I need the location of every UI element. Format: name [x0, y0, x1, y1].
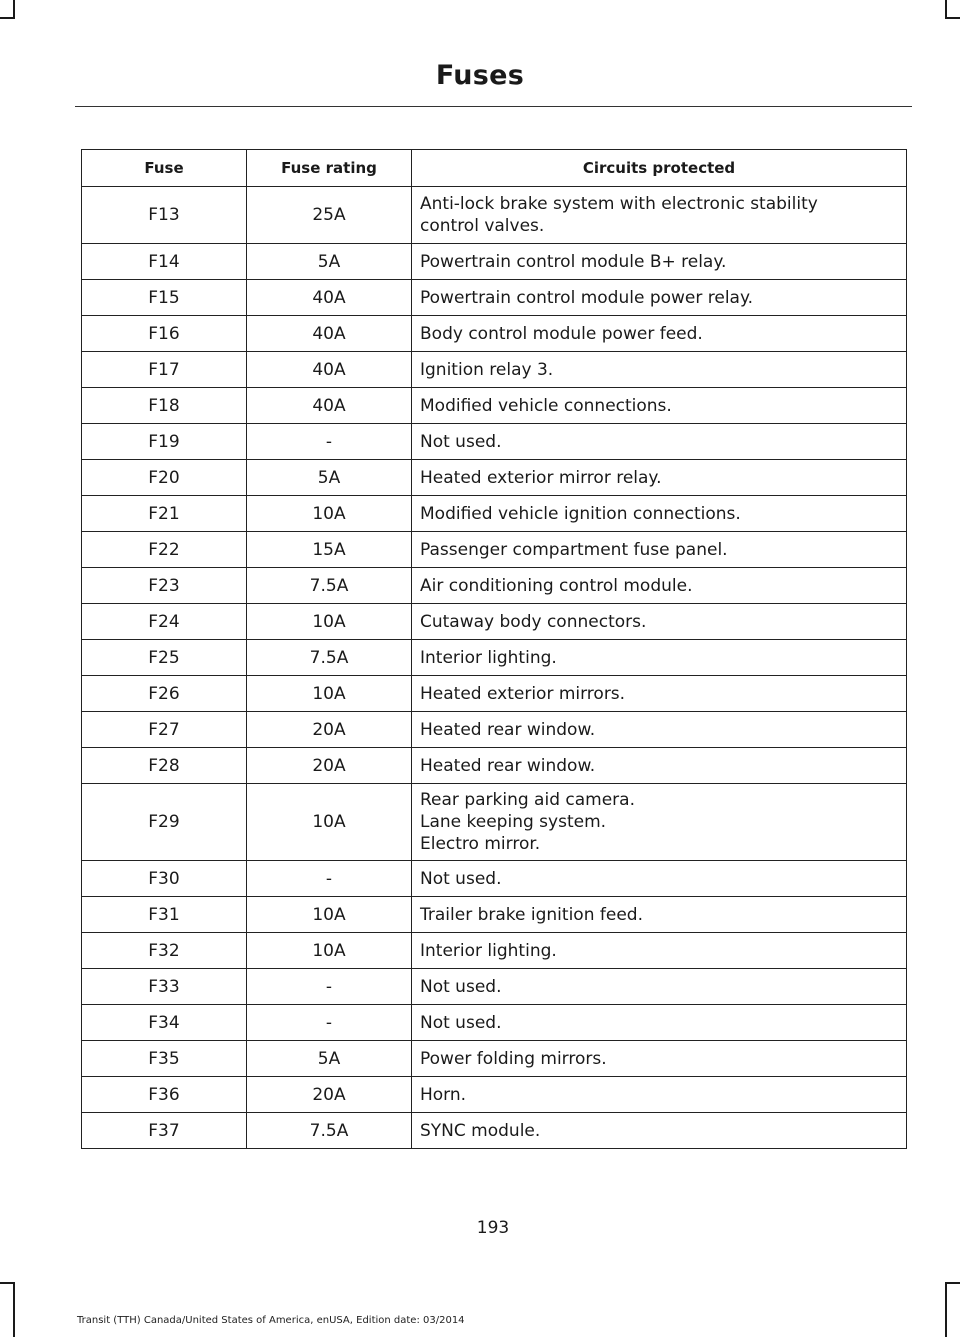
fuse-id-cell: F13 — [82, 187, 247, 244]
circuit-description: Not used. — [420, 868, 502, 889]
circuits-protected-cell — [412, 1005, 907, 1041]
circuit-description: Horn. — [420, 1084, 467, 1105]
fuse-id-cell: F26 — [82, 676, 247, 712]
title-divider — [75, 106, 912, 107]
table-row — [82, 640, 907, 676]
table-row — [82, 933, 907, 969]
fuse-rating-cell: - — [247, 861, 412, 897]
circuits-protected-cell — [412, 933, 907, 969]
circuit-description: Modified vehicle ignition connections. — [420, 503, 741, 524]
table-row — [82, 388, 907, 424]
fuse-rating-cell: 10A — [247, 604, 412, 640]
circuits-protected-cell — [412, 424, 907, 460]
circuits-protected-cell — [412, 969, 907, 1005]
table-row — [82, 568, 907, 604]
circuit-description: Anti-lock brake system with electronic stability — [420, 194, 818, 214]
circuits-protected-cell — [412, 532, 907, 568]
fuse-rating-cell: 40A — [247, 352, 412, 388]
circuits-protected-cell — [412, 1113, 907, 1149]
fuse-id-cell: F37 — [82, 1113, 247, 1149]
fuse-id-cell: F36 — [82, 1077, 247, 1113]
crop-mark-bottom-left — [0, 1282, 15, 1284]
circuits-protected-cell — [412, 187, 907, 244]
circuit-description: Not used. — [420, 1012, 502, 1033]
fuse-rating-cell: 10A — [247, 676, 412, 712]
fuse-id-cell: F15 — [82, 280, 247, 316]
fuse-rating-cell: 5A — [247, 460, 412, 496]
circuits-protected-cell — [412, 640, 907, 676]
fuse-rating-cell: 7.5A — [247, 640, 412, 676]
fuse-id-cell: F14 — [82, 244, 247, 280]
fuse-rating-cell: - — [247, 1005, 412, 1041]
crop-mark-top-left — [0, 17, 15, 19]
fuse-rating-cell: 5A — [247, 1041, 412, 1077]
crop-mark-top-right — [945, 17, 960, 19]
fuse-id-cell: F21 — [82, 496, 247, 532]
crop-mark-top-right — [945, 0, 947, 17]
circuits-protected-cell — [412, 352, 907, 388]
circuit-description: Electro mirror. — [420, 834, 541, 854]
circuit-description: Passenger compartment fuse panel. — [420, 539, 728, 560]
fuse-id-cell: F29 — [82, 784, 247, 861]
footer-edition-info: Transit (TTH) Canada/United States of America, enUSA, Edition date: 03/2014 — [77, 1315, 465, 1326]
table-row — [82, 1113, 907, 1149]
crop-mark-bottom-left — [13, 1282, 15, 1337]
table-row — [82, 244, 907, 280]
fuse-rating-cell: 20A — [247, 1077, 412, 1113]
table-row — [82, 187, 907, 244]
fuse-id-cell: F18 — [82, 388, 247, 424]
table-row — [82, 1041, 907, 1077]
table-row — [82, 897, 907, 933]
fuse-id-cell: F31 — [82, 897, 247, 933]
fuse-rating-cell: 7.5A — [247, 568, 412, 604]
fuse-id-cell: F34 — [82, 1005, 247, 1041]
circuits-protected-cell — [412, 897, 907, 933]
column-header-fuse: Fuse — [82, 150, 247, 187]
circuits-protected-cell — [412, 604, 907, 640]
circuits-protected-cell — [412, 1077, 907, 1113]
circuit-description: control valves. — [420, 216, 545, 236]
fuse-rating-cell: - — [247, 969, 412, 1005]
fuse-id-cell: F23 — [82, 568, 247, 604]
circuit-description: Powertrain control module B+ relay. — [420, 251, 727, 272]
circuit-description: Powertrain control module power relay. — [420, 287, 754, 308]
fuse-rating-cell: 7.5A — [247, 1113, 412, 1149]
circuits-protected-cell — [412, 712, 907, 748]
circuits-protected-cell — [412, 316, 907, 352]
fuse-id-cell: F30 — [82, 861, 247, 897]
table-row — [82, 352, 907, 388]
circuits-protected-cell — [412, 280, 907, 316]
crop-mark-top-left — [13, 0, 15, 17]
circuits-protected-cell — [412, 861, 907, 897]
fuse-rating-cell: 40A — [247, 316, 412, 352]
table-row — [82, 460, 907, 496]
circuits-protected-cell — [412, 748, 907, 784]
circuit-description: Power folding mirrors. — [420, 1048, 607, 1069]
circuit-description: Interior lighting. — [420, 940, 557, 961]
fuse-id-cell: F19 — [82, 424, 247, 460]
table-row — [82, 1005, 907, 1041]
fuse-table-body — [82, 187, 907, 1149]
circuits-protected-cell — [412, 676, 907, 712]
table-row — [82, 712, 907, 748]
circuits-protected-cell — [412, 388, 907, 424]
circuit-description: Not used. — [420, 976, 502, 997]
circuit-description: Not used. — [420, 431, 502, 452]
fuse-id-cell: F35 — [82, 1041, 247, 1077]
circuits-protected-cell — [412, 460, 907, 496]
column-header-circuits-protected: Circuits protected — [412, 150, 907, 187]
fuse-rating-cell: 40A — [247, 388, 412, 424]
fuse-rating-cell: 20A — [247, 712, 412, 748]
column-header-fuse-rating: Fuse rating — [247, 150, 412, 187]
fuse-id-cell: F25 — [82, 640, 247, 676]
circuits-protected-cell — [412, 1041, 907, 1077]
fuse-rating-cell: 10A — [247, 784, 412, 861]
table-row — [82, 748, 907, 784]
table-header-row — [82, 150, 907, 187]
fuse-rating-cell: 40A — [247, 280, 412, 316]
fuse-id-cell: F32 — [82, 933, 247, 969]
circuit-description: Cutaway body connectors. — [420, 611, 647, 632]
fuse-id-cell: F24 — [82, 604, 247, 640]
circuit-description: Heated rear window. — [420, 755, 596, 776]
fuse-rating-cell: 20A — [247, 748, 412, 784]
table-row — [82, 784, 907, 861]
table-row — [82, 280, 907, 316]
circuit-description: Lane keeping system. — [420, 812, 607, 832]
circuit-description: Heated rear window. — [420, 719, 596, 740]
circuit-description: Heated exterior mirrors. — [420, 683, 626, 704]
page-title: Fuses — [435, 60, 525, 91]
fuse-rating-cell: - — [247, 424, 412, 460]
circuits-protected-cell — [412, 496, 907, 532]
fuse-table — [81, 149, 907, 1149]
table-row — [82, 604, 907, 640]
fuse-id-cell: F33 — [82, 969, 247, 1005]
circuits-protected-cell — [412, 784, 907, 861]
fuse-rating-cell: 25A — [247, 187, 412, 244]
table-row — [82, 316, 907, 352]
table-row — [82, 676, 907, 712]
crop-mark-bottom-right — [945, 1282, 947, 1337]
circuit-description: Ignition relay 3. — [420, 359, 554, 380]
circuits-protected-cell — [412, 568, 907, 604]
fuse-id-cell: F27 — [82, 712, 247, 748]
fuse-id-cell: F16 — [82, 316, 247, 352]
circuit-description: Modified vehicle connections. — [420, 395, 672, 416]
circuit-description: Air conditioning control module. — [420, 575, 693, 596]
crop-mark-bottom-right — [945, 1282, 960, 1284]
fuse-rating-cell: 15A — [247, 532, 412, 568]
fuse-id-cell: F28 — [82, 748, 247, 784]
circuit-description: Rear parking aid camera. — [420, 790, 635, 810]
circuit-description: Heated exterior mirror relay. — [420, 467, 662, 488]
table-row — [82, 532, 907, 568]
fuse-id-cell: F22 — [82, 532, 247, 568]
circuit-description: Body control module power feed. — [420, 323, 703, 344]
page-number: 193 — [476, 1218, 510, 1238]
circuit-description: Trailer brake ignition feed. — [420, 904, 643, 925]
circuits-protected-cell — [412, 244, 907, 280]
fuse-rating-cell: 10A — [247, 933, 412, 969]
table-row — [82, 1077, 907, 1113]
fuse-rating-cell: 10A — [247, 496, 412, 532]
table-row — [82, 861, 907, 897]
fuse-rating-cell: 5A — [247, 244, 412, 280]
circuit-description: Interior lighting. — [420, 647, 557, 668]
fuse-id-cell: F17 — [82, 352, 247, 388]
table-row — [82, 969, 907, 1005]
circuit-description: SYNC module. — [420, 1120, 541, 1141]
fuse-id-cell: F20 — [82, 460, 247, 496]
table-row — [82, 424, 907, 460]
table-row — [82, 496, 907, 532]
fuse-rating-cell: 10A — [247, 897, 412, 933]
